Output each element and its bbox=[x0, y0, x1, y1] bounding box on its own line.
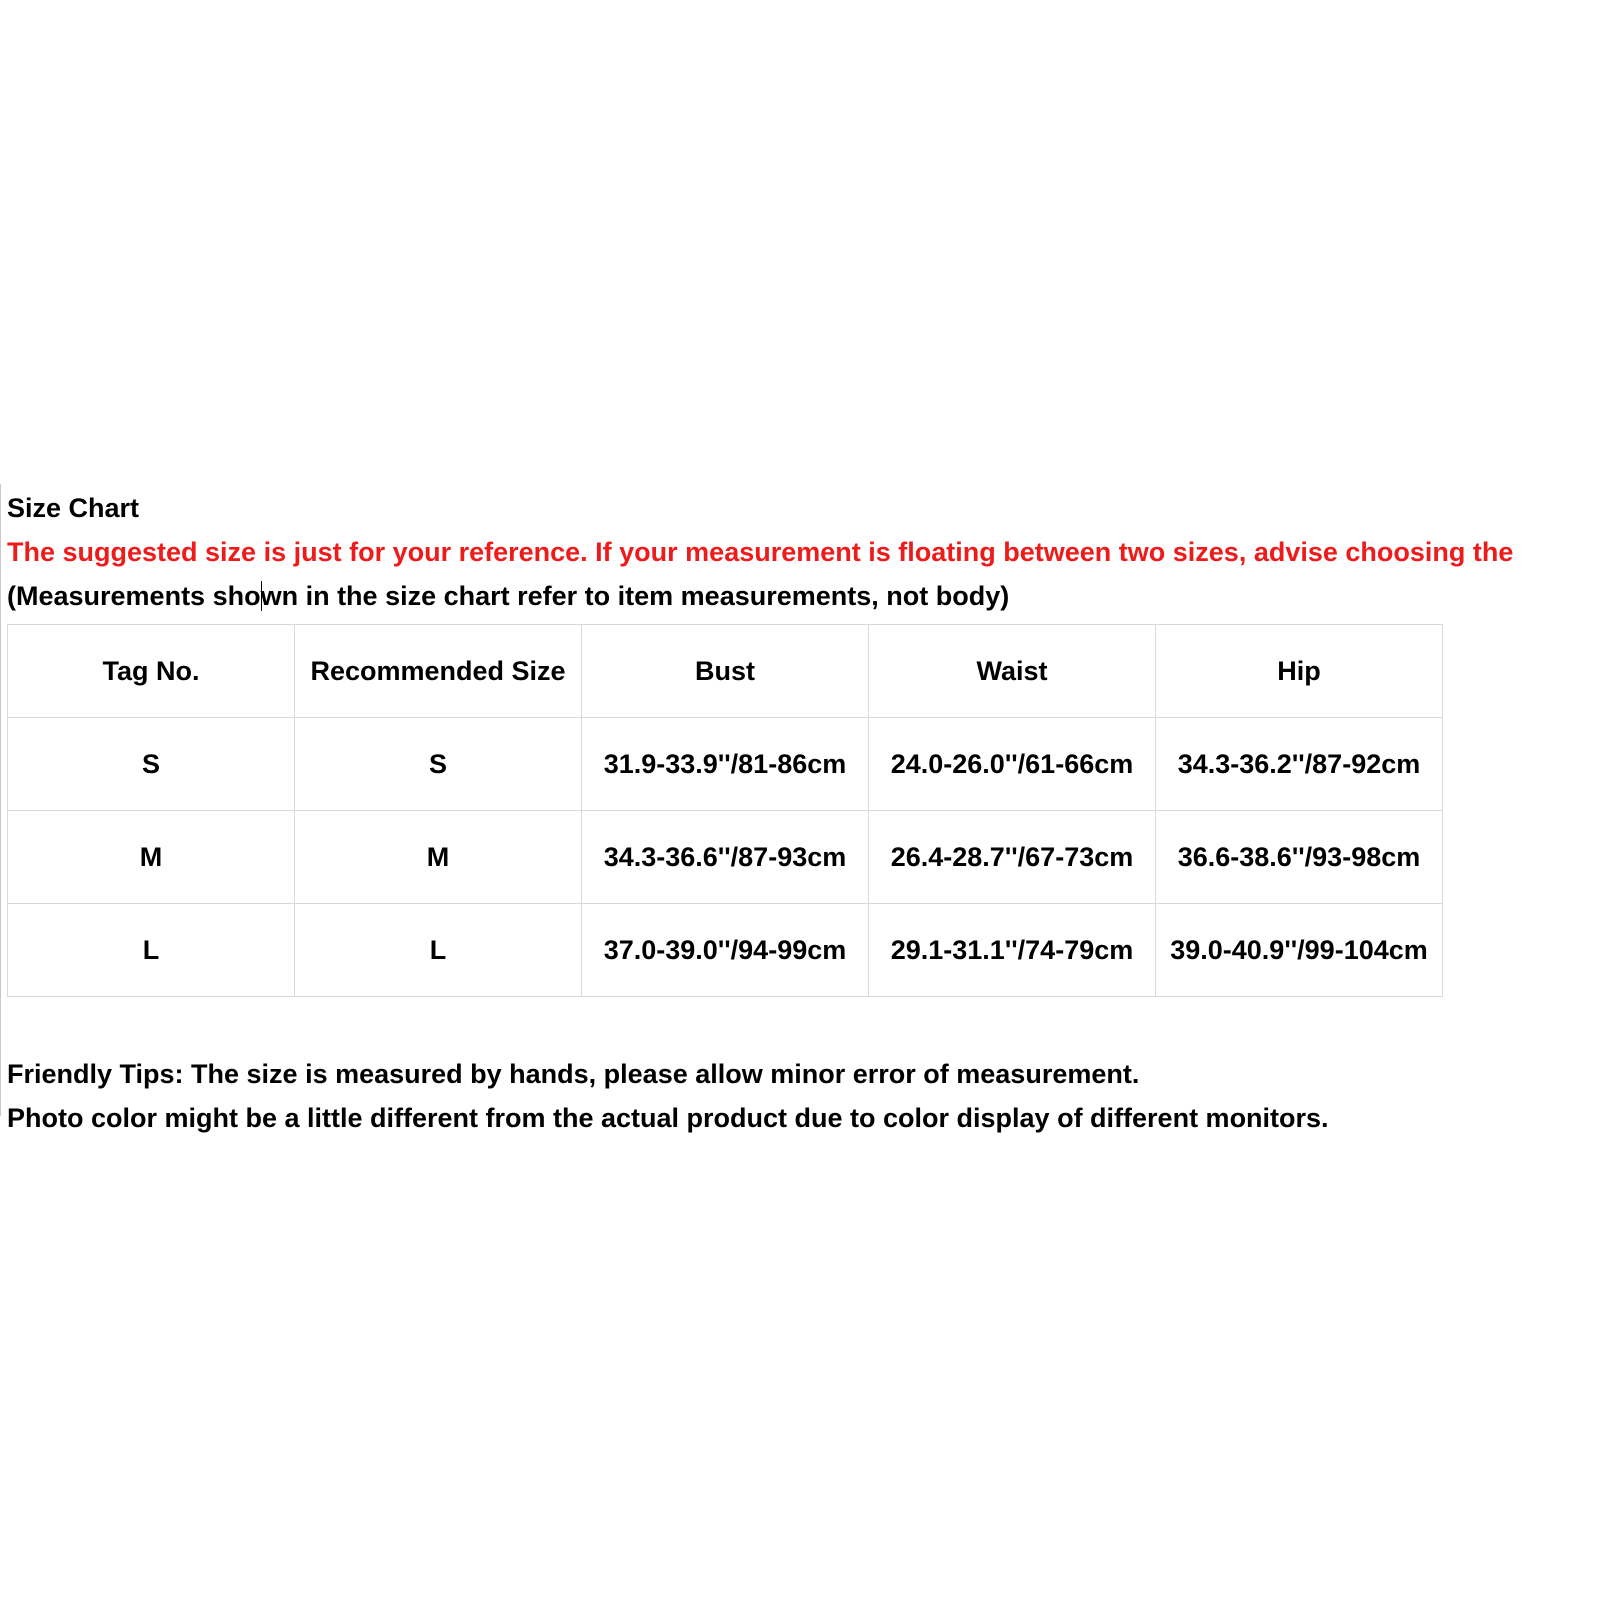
cell-bust: 34.3-36.6''/87-93cm bbox=[582, 811, 869, 904]
cell-hip: 36.6-38.6''/93-98cm bbox=[1156, 811, 1443, 904]
table-row bbox=[8, 718, 1443, 811]
measurement-note bbox=[7, 580, 1009, 612]
header-tag-no: Tag No. bbox=[8, 625, 295, 718]
header-waist: Waist bbox=[869, 625, 1156, 718]
cell-waist: 24.0-26.0''/61-66cm bbox=[869, 718, 1156, 811]
measurement-note-part2: wn in the size chart refer to item measurements, not body) bbox=[260, 581, 1010, 611]
cell-recommended-size: L bbox=[295, 904, 582, 997]
cell-tag-no: M bbox=[8, 811, 295, 904]
cell-recommended-size: S bbox=[295, 718, 582, 811]
header-hip: Hip bbox=[1156, 625, 1443, 718]
cell-hip: 34.3-36.2''/87-92cm bbox=[1156, 718, 1443, 811]
cell-recommended-size: M bbox=[295, 811, 582, 904]
cell-tag-no: S bbox=[8, 718, 295, 811]
size-chart-panel bbox=[0, 484, 1600, 1133]
cell-waist: 26.4-28.7''/67-73cm bbox=[869, 811, 1156, 904]
cell-bust: 37.0-39.0''/94-99cm bbox=[582, 904, 869, 997]
cell-bust: 31.9-33.9''/81-86cm bbox=[582, 718, 869, 811]
measurement-note-part1: (Measurements sho bbox=[7, 581, 261, 611]
friendly-tips-text: Friendly Tips: The size is measured by hands, please allow minor error of measurement. bbox=[7, 1059, 1140, 1089]
table-header-row bbox=[8, 625, 1443, 718]
cell-tag-no: L bbox=[8, 904, 295, 997]
table-row bbox=[8, 904, 1443, 997]
photo-color-note: Photo color might be a little different from the actual product due to color display of different monitors. bbox=[7, 1103, 1329, 1133]
cell-hip: 39.0-40.9''/99-104cm bbox=[1156, 904, 1443, 997]
size-table bbox=[7, 624, 1443, 997]
header-recommended-size: Recommended Size bbox=[295, 625, 582, 718]
size-warning-text: The suggested size is just for your reference. If your measurement is floating between two sizes, advise choosing the bbox=[7, 537, 1514, 567]
table-row bbox=[8, 811, 1443, 904]
header-bust: Bust bbox=[582, 625, 869, 718]
page-title: Size Chart bbox=[7, 493, 140, 523]
cell-waist: 29.1-31.1''/74-79cm bbox=[869, 904, 1156, 997]
